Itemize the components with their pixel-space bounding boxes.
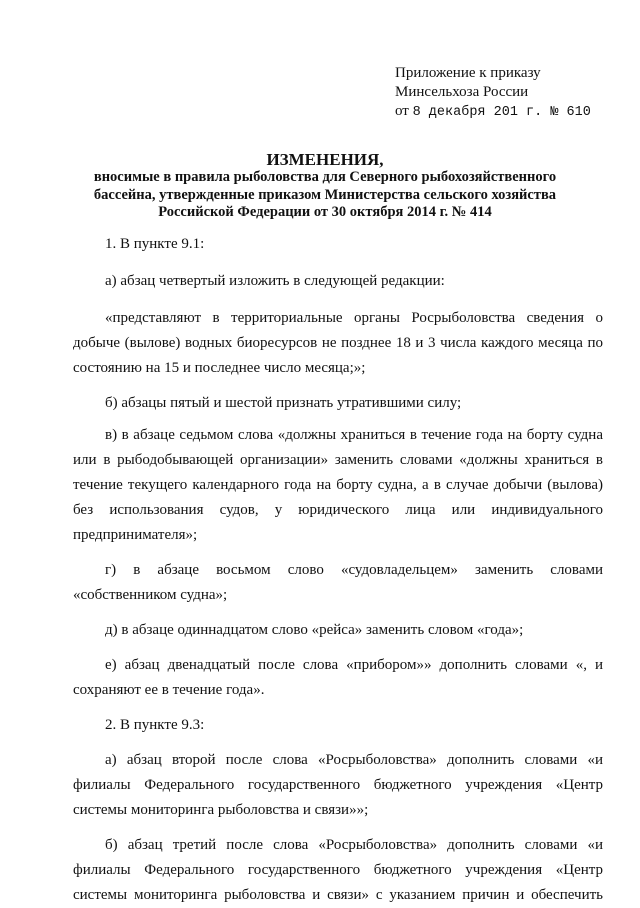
paragraph-5-line-1: в) в абзаце седьмом слова «должны храниться в течение года на борту судна — [105, 427, 603, 443]
paragraph-4 — [73, 391, 603, 416]
paragraph-11 — [73, 833, 603, 908]
paragraph-1-line: 1. В пункте 9.1: — [105, 236, 205, 252]
paragraph-3 — [73, 306, 603, 381]
paragraph-3-line-2: добыче (вылове) водных биоресурсов не позднее 18 и 3 числа каждого месяца по — [73, 335, 603, 351]
subtitle-line-1: вносимые в правила рыболовства для Северного рыбохозяйственного — [93, 169, 557, 185]
paragraph-6-line-1: г) в абзаце восьмом слово «судовладельцем» заменить словами — [105, 562, 603, 578]
document-body — [73, 232, 603, 908]
paragraph-5-line-4: без использования судов, у юридического лица или индивидуального — [73, 502, 603, 518]
paragraph-3-line-1: «представляют в территориальные органы Росрыболовства сведения о — [105, 310, 603, 326]
appendix-line-1: Приложение к приказу — [395, 65, 541, 81]
paragraph-5-line-5: предпринимателя»; — [73, 527, 198, 543]
appendix-line-3 — [395, 102, 591, 122]
paragraph-9 — [73, 713, 603, 738]
subtitle-line-2: бассейна, утвержденные приказом Министерства сельского хозяйства — [93, 186, 557, 203]
paragraph-5 — [73, 423, 603, 548]
paragraph-5-line-2: или в рыбодобывающей организации» заменить словами «должны храниться в — [73, 452, 603, 468]
paragraph-10-line-1: а) абзац второй после слова «Росрыболовства» дополнить словами «и — [105, 752, 603, 768]
paragraph-11-line-1: б) абзац третий после слова «Росрыболовства» дополнить словами «и — [105, 837, 603, 853]
paragraph-8 — [73, 653, 603, 703]
document-subtitle — [80, 169, 570, 222]
paragraph-10 — [73, 748, 603, 823]
paragraph-2 — [73, 269, 603, 294]
appendix-date: 8 декабря 201 г. № 610 — [412, 105, 591, 120]
paragraph-8-line-2: сохраняют ее в течение года». — [73, 682, 265, 698]
paragraph-10-line-3: системы мониторинга рыболовства и связи»»; — [73, 802, 369, 818]
appendix-header — [395, 64, 591, 122]
subtitle-line-3: Российской Федерации от 30 октября 2014 г. № 414 — [158, 204, 492, 220]
paragraph-1 — [73, 232, 603, 257]
paragraph-6 — [73, 558, 603, 608]
paragraph-10-line-2: филиалы Федерального государственного бюджетного учреждения «Центр — [73, 777, 603, 793]
paragraph-11-line-3: системы мониторинга рыболовства и связи» с указанием причин и обеспечить — [73, 887, 603, 903]
paragraph-11-line-2: филиалы Федерального государственного бюджетного учреждения «Центр — [73, 862, 603, 878]
paragraph-2-line: а) абзац четвертый изложить в следующей редакции: — [105, 273, 445, 289]
paragraph-7-line: д) в абзаце одиннадцатом слово «рейса» заменить словом «года»; — [105, 622, 524, 638]
paragraph-6-line-2: «собственником судна»; — [73, 587, 228, 603]
paragraph-3-line-3: состоянию на 15 и последнее число месяца;»; — [73, 360, 366, 376]
appendix-date-prefix: от — [395, 103, 409, 119]
paragraph-9-line: 2. В пункте 9.3: — [105, 717, 205, 733]
paragraph-4-line: б) абзацы пятый и шестой признать утратившими силу; — [105, 395, 462, 411]
paragraph-7 — [73, 618, 603, 643]
appendix-line-2: Минсельхоза России — [395, 84, 529, 100]
document-title: ИЗМЕНЕНИЯ, — [266, 150, 384, 169]
paragraph-8-line-1: е) абзац двенадцатый после слова «прибором»» дополнить словами «, и — [105, 657, 603, 673]
paragraph-5-line-3: течение текущего календарного года на борту судна, а в случае добычи (вылова) — [73, 477, 603, 493]
